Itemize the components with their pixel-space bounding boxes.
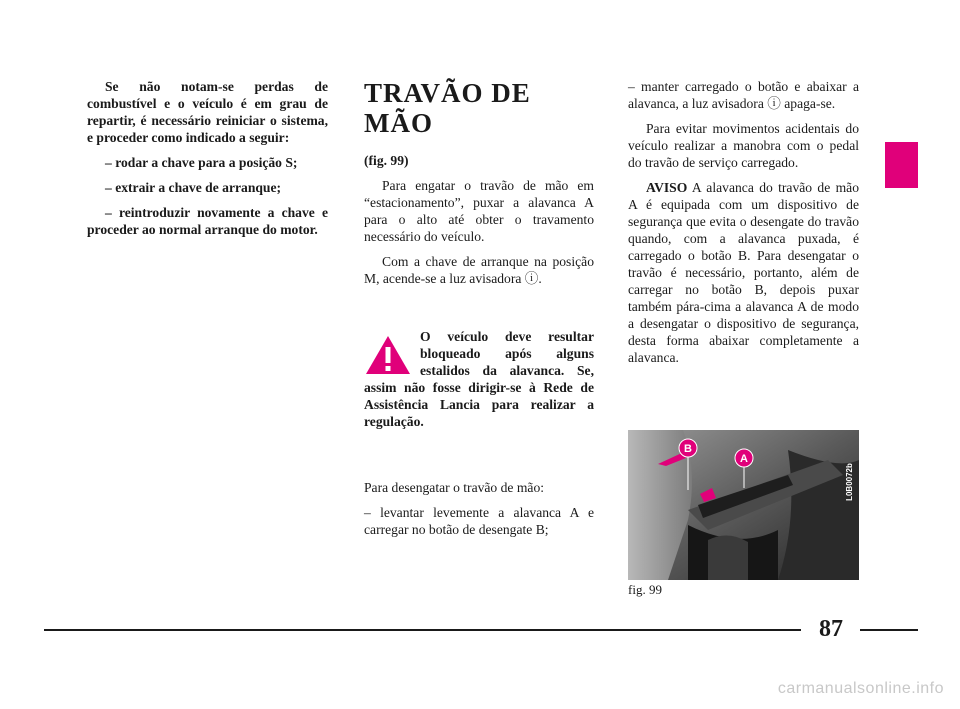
label-a: A [740,453,748,465]
column-left [87,78,328,246]
notice-label: AVISO [646,180,688,195]
section-tab [885,142,918,188]
column-middle [364,78,594,295]
step-item: – manter carregado o botão e abaixar a alavanca, a luz avisadora ⓘ apaga-se. [628,79,859,111]
column-middle-lower [364,479,594,546]
footer-rule-right [860,629,918,631]
notice-text: A alavanca do travão de mão A é equipada com um dispositivo de segurança que evita o desengate do travão quando, com a alavanca puxada, é carregado o botão B. Para desengatar o travão é necessário, portanto, além de carregar no botão B, depois puxar também pára-cima a alavanca A de modo a desengatar o dispositivo de segurança, desta forma abaixar completamente a alavanca. [628,180,859,365]
page-number: 87 [819,616,843,642]
notice-paragraph [628,179,859,366]
paragraph: Para evitar movimentos acidentais do veículo realizar a manobra com o pedal do travão de serviço carregado. [628,121,859,170]
label-b: B [684,443,692,455]
step-item: – rodar a chave para a posição S; [105,155,298,170]
step-item: – extrair a chave de arranque; [105,180,282,195]
figure-reference: (fig. 99) [364,153,409,168]
paragraph: Com a chave de arranque na posição M, acende-se a luz avisadora ⓘ. [364,254,594,286]
page-title: TRAVÃO DE MÃO [364,78,531,138]
warning-text: O veículo deve resultar bloqueado após alguns estalidos da alavanca. Se, assim não fosse dirigir-se à Rede de Assistência Lancia para realizar a regulação. [364,329,594,429]
handbrake-photo [628,430,859,580]
step-item: – levantar levemente a alavanca A e carregar no botão de desengate B; [364,505,594,537]
paragraph: Para engatar o travão de mão em “estacionamento”, puxar a alavanca A para o alto até obter o travamento necessário do veículo. [364,178,594,244]
handbrake-illustration [628,430,859,580]
warning-triangle-icon [364,334,412,376]
paragraph: Se não notam-se perdas de combustível e o veículo é em grau de repartir, é necessário reiniciar o sistema, e proceder como indicado a seguir: [87,79,328,145]
warning-box [364,328,594,430]
paragraph: Para desengatar o travão de mão: [364,480,545,495]
column-right [628,78,859,374]
footer-rule-left [44,629,801,631]
watermark: carmanualsonline.info [777,680,944,697]
figure-caption: fig. 99 [628,582,662,597]
figure-code: L0B0072b [845,463,854,501]
step-item: – reintroduzir novamente a chave e proceder ao normal arranque do motor. [87,205,328,237]
